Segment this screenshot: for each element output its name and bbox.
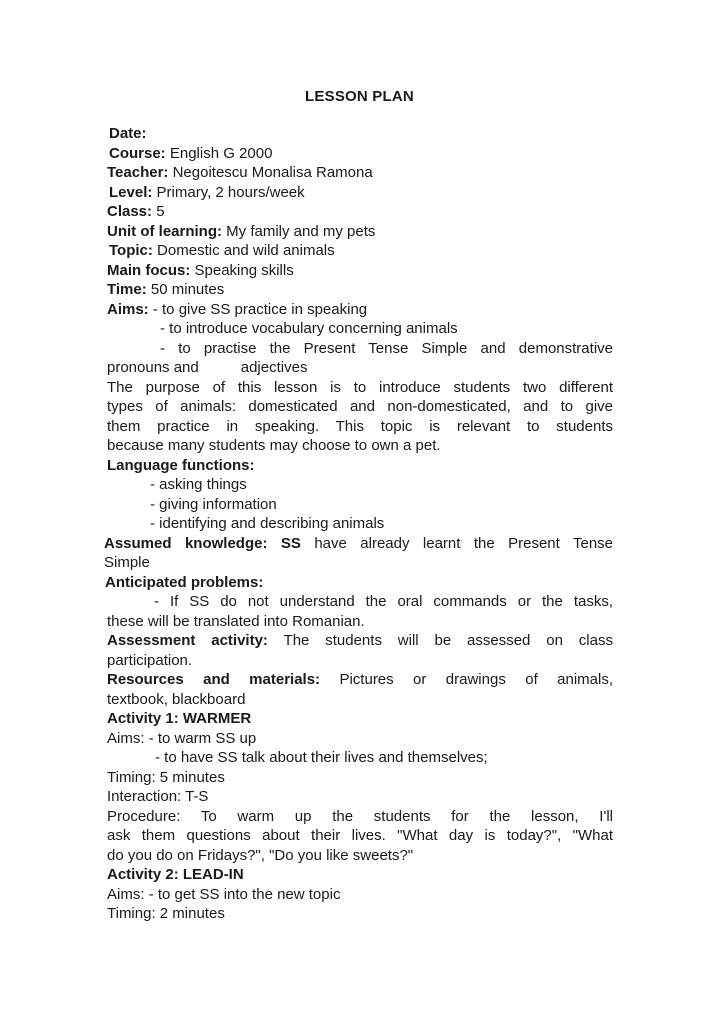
activity-1-procedure-3: do you do on Fridays?", "Do you like sweets?" <box>107 847 414 864</box>
topic-value: Domestic and wild animals <box>152 242 335 259</box>
activity-1-title: Activity 1: WARMER <box>107 710 252 727</box>
teacher-row <box>107 163 613 183</box>
activity-1-timing: Timing: 5 minutes <box>107 769 225 786</box>
resources-label: Resources and materials: <box>107 671 321 688</box>
problems-line-1: - If SS do not understand the oral commands or the tasks, <box>154 593 613 610</box>
assumed-label: Assumed knowledge: SS <box>104 535 301 552</box>
course-value: English G 2000 <box>165 145 273 162</box>
date-label: Date: <box>109 125 147 142</box>
teacher-label: Teacher: <box>107 164 169 181</box>
focus-label: Main focus: <box>107 262 191 279</box>
activity-2-title: Activity 2: LEAD-IN <box>107 866 244 883</box>
time-row <box>107 280 613 300</box>
language-functions-label: Language functions: <box>107 457 255 474</box>
purpose-line-4: because many students may choose to own a pet. <box>107 437 441 454</box>
teacher-value: Negoitescu Monalisa Ramona <box>168 164 373 181</box>
activity-1-interaction: Interaction: T-S <box>107 788 209 805</box>
purpose-line-2: types of animals: domesticated and non-domesticated, and to give <box>107 398 613 415</box>
assumed-knowledge-row <box>104 534 613 554</box>
topic-row <box>109 241 615 261</box>
level-label: Level: <box>109 184 153 201</box>
focus-row <box>107 261 613 281</box>
topic-label: Topic: <box>109 242 153 259</box>
time-label: Time: <box>107 281 147 298</box>
resources-value-cont: textbook, blackboard <box>107 691 246 708</box>
aims-item-2: - to introduce vocabulary concerning animals <box>160 320 458 337</box>
assumed-value: have already learnt the Present Tense <box>314 535 614 552</box>
page-title: LESSON PLAN <box>305 88 414 105</box>
aims-item-3-cont <box>107 358 613 378</box>
resources-value: Pictures or drawings of animals, <box>339 671 614 688</box>
anticipated-problems-label: Anticipated problems: <box>105 574 264 591</box>
purpose-line-1: The purpose of this lesson is to introduce students two different <box>107 379 613 396</box>
aims-item-3a: - to practise the Present Tense Simple and demonstrative <box>160 340 613 357</box>
class-value: 5 <box>152 203 165 220</box>
aims-row <box>107 300 613 320</box>
language-function-item: - asking things <box>150 476 247 493</box>
assumed-value-cont: Simple <box>104 554 150 571</box>
course-label: Course: <box>109 145 166 162</box>
class-label: Class: <box>107 203 153 220</box>
aims-item-1: - to give SS practice in speaking <box>148 301 368 318</box>
class-row <box>107 202 613 222</box>
purpose-line-3: them practice in speaking. This topic is relevant to students <box>107 418 613 435</box>
assessment-value: The students will be assessed on class <box>283 632 613 649</box>
aims-label: Aims: <box>107 301 149 318</box>
time-value: 50 minutes <box>146 281 225 298</box>
activity-2-timing: Timing: 2 minutes <box>107 905 225 922</box>
activity-1-aims: Aims: - to warm SS up <box>107 730 257 747</box>
date-row <box>109 124 615 144</box>
level-row <box>109 183 615 203</box>
assessment-row <box>107 631 613 651</box>
language-function-item: - giving information <box>150 496 277 513</box>
resources-row <box>107 670 613 690</box>
unit-row <box>107 222 613 242</box>
assessment-value-cont: participation. <box>107 652 193 669</box>
unit-value: My family and my pets <box>222 223 376 240</box>
problems-line-2: these will be translated into Romanian. <box>107 613 365 630</box>
activity-1-procedure-2: ask them questions about their lives. "What day is today?", "What <box>107 827 613 844</box>
assessment-label: Assessment activity: <box>107 632 268 649</box>
language-function-item: - identifying and describing animals <box>150 515 385 532</box>
focus-value: Speaking skills <box>190 262 294 279</box>
aims-item-3c: adjectives <box>240 359 308 376</box>
unit-label: Unit of learning: <box>107 223 222 240</box>
activity-2-aims: Aims: - to get SS into the new topic <box>107 886 341 903</box>
level-value: Primary, 2 hours/week <box>152 184 305 201</box>
course-row <box>109 144 615 164</box>
aims-item-3b: pronouns and <box>107 359 199 376</box>
activity-1-aims-2: - to have SS talk about their lives and themselves; <box>155 749 488 766</box>
activity-1-procedure-1: Procedure: To warm up the students for the lesson, I'll <box>107 808 613 825</box>
